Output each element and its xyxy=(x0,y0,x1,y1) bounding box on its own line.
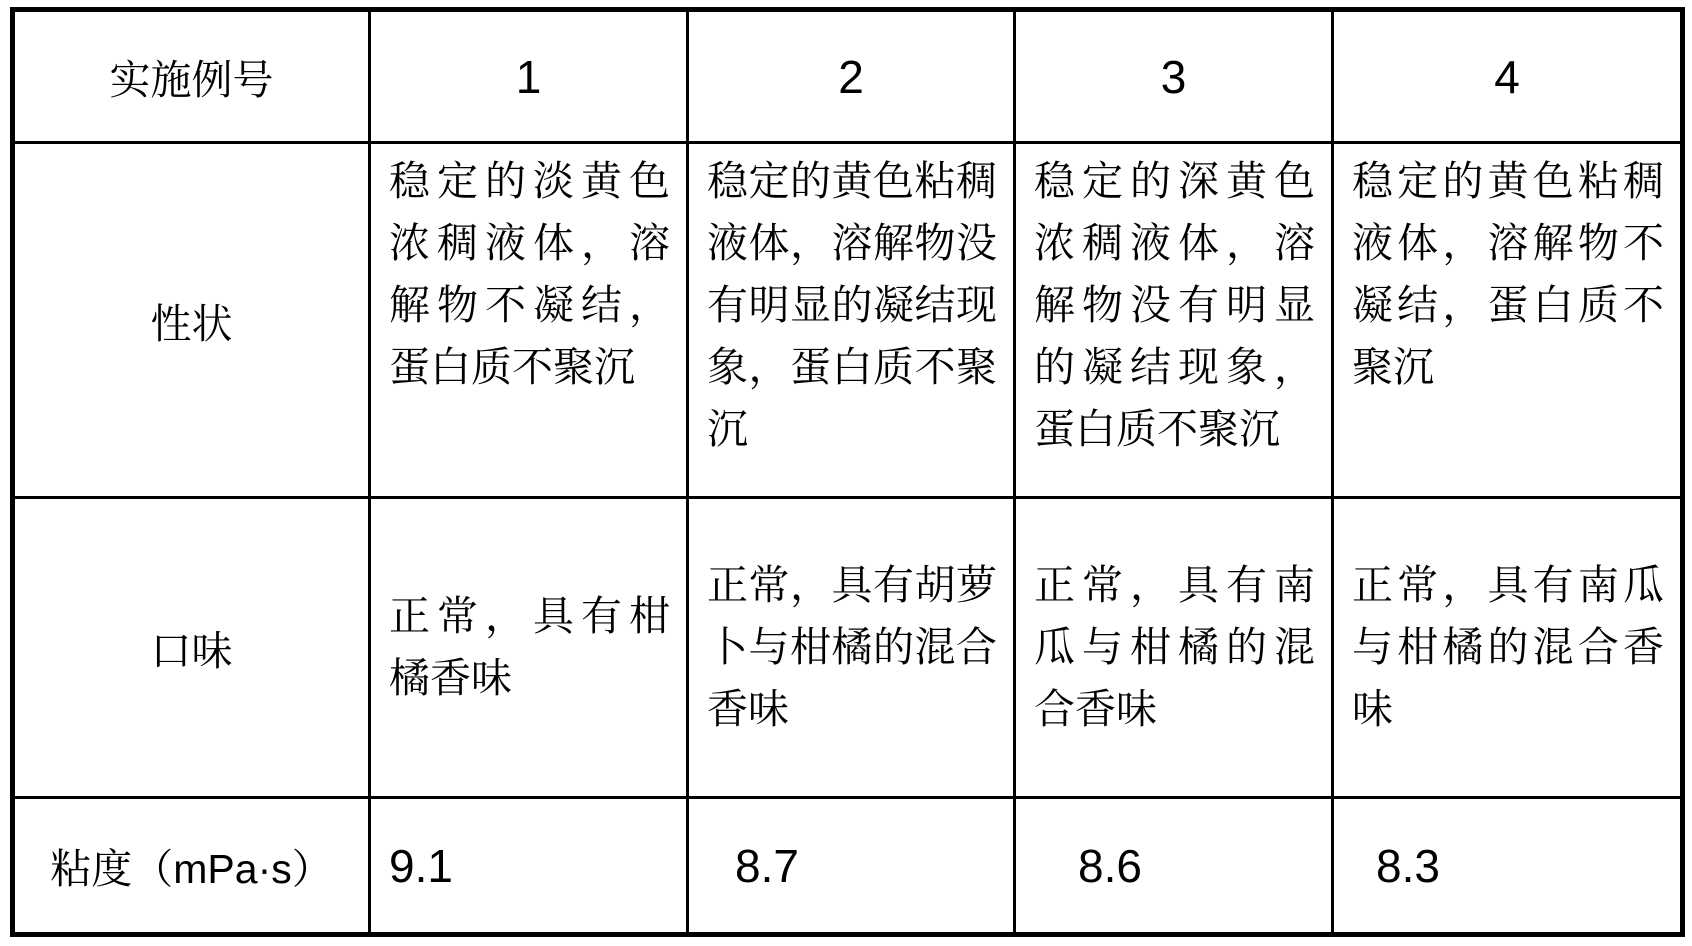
header-row xyxy=(13,10,1683,143)
viscosity-example-1: 9.1 xyxy=(370,798,688,935)
header-example-1: 1 xyxy=(370,10,688,143)
appearance-row-label: 性状 xyxy=(13,143,370,498)
header-example-4: 4 xyxy=(1333,10,1683,143)
appearance-example-2: 稳定的黄色粘稠液体，溶解物没有明显的凝结现象，蛋白质不聚沉 xyxy=(688,143,1015,498)
viscosity-row xyxy=(13,798,1683,935)
taste-row xyxy=(13,498,1683,798)
viscosity-example-4: 8.3 xyxy=(1333,798,1683,935)
header-row-label: 实施例号 xyxy=(13,10,370,143)
taste-example-2: 正常，具有胡萝卜与柑橘的混合香味 xyxy=(688,498,1015,798)
appearance-row xyxy=(13,143,1683,498)
viscosity-example-3: 8.6 xyxy=(1015,798,1333,935)
appearance-example-1: 稳定的淡黄色浓稠液体，溶解物不凝结，蛋白质不聚沉 xyxy=(370,143,688,498)
taste-example-3: 正常，具有南瓜与柑橘的混合香味 xyxy=(1015,498,1333,798)
viscosity-row-label: 粘度（mPa·s） xyxy=(13,798,370,935)
header-example-3: 3 xyxy=(1015,10,1333,143)
taste-example-4: 正常，具有南瓜与柑橘的混合香味 xyxy=(1333,498,1683,798)
appearance-example-4: 稳定的黄色粘稠液体，溶解物不凝结，蛋白质不聚沉 xyxy=(1333,143,1683,498)
taste-row-label: 口味 xyxy=(13,498,370,798)
viscosity-example-2: 8.7 xyxy=(688,798,1015,935)
examples-comparison-table xyxy=(10,7,1685,937)
header-example-2: 2 xyxy=(688,10,1015,143)
appearance-example-3: 稳定的深黄色浓稠液体，溶解物没有明显的凝结现象，蛋白质不聚沉 xyxy=(1015,143,1333,498)
taste-example-1: 正常，具有柑橘香味 xyxy=(370,498,688,798)
